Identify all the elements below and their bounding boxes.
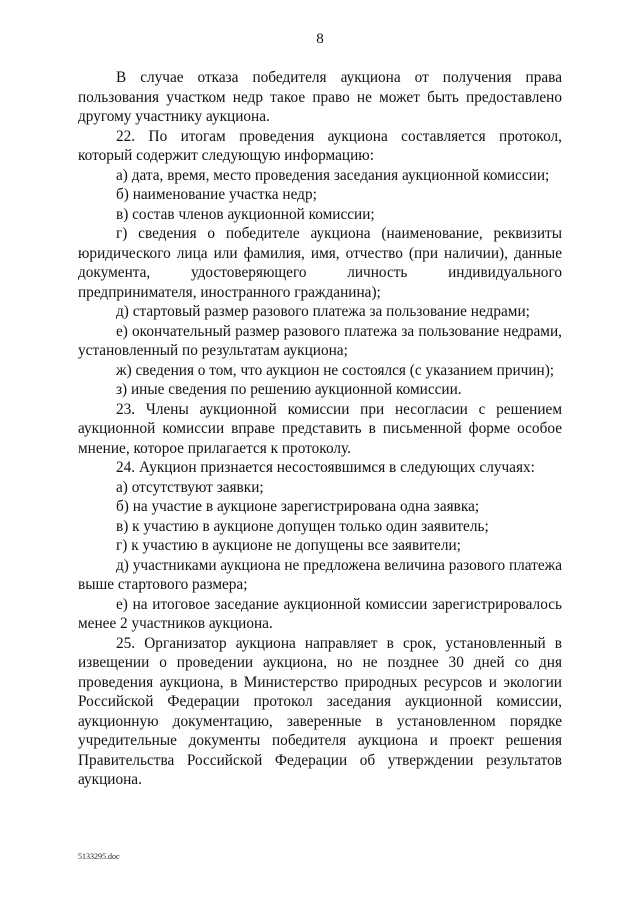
document-footer-label: 5133295.doc [78,852,120,861]
paragraph-item-22: 22. По итогам проведения аукциона составляется протокол, который содержит следующую информацию: [78,127,562,164]
paragraph-item-24: 24. Аукцион признается несостоявшимся в следующих случаях: [116,459,535,476]
list-item-24-b: б) на участие в аукционе зарегистрирована одна заявка; [116,498,480,515]
list-item-24-e: е) на итоговое заседание аукционной комиссии зарегистрировалось менее 2 участников аукциона. [78,595,562,632]
paragraph-refusal-clause: В случае отказа победителя аукциона от получения права пользования участком недр такое право не может быть предоставлено другому участнику аукциона. [78,69,562,125]
list-item-24-v: в) к участию в аукционе допущен только один заявитель; [116,517,489,535]
list-item-22-d: д) стартовый размер разового платежа за пользование недрами; [116,303,530,320]
list-item-22-b: б) наименование участка недр; [116,186,317,203]
list-item-22-g: г) сведения о победителе аукциона (наименование, реквизиты юридического лица или фамилия, имя, отчество (при наличии), данные документа, удостоверяющего личность индивидуального предпринимателя, иностранного гражданина); [78,225,562,301]
paragraph-item-23: 23. Члены аукционной комиссии при несогласии с решением аукционной комиссии вправе представить в письменной форме особое мнение, которое прилагается к протоколу. [78,400,562,457]
list-item-24-g: г) к участию в аукционе не допущены все заявители; [116,537,461,554]
list-item-22-z: з) иные сведения по решению аукционной комиссии. [116,381,462,398]
list-item-22-zh: ж) сведения о том, что аукцион не состоялся (с указанием причин); [116,361,555,379]
list-item-22-e: е) окончательный размер разового платежа за пользование недрами, установленный по результатам аукциона; [78,322,562,359]
paragraph-item-25: 25. Организатор аукциона направляет в срок, установленный в извещении о проведении аукциона, но не позднее 30 дней со дня проведения аукциона, в Министерство природных ресурсов и экологии Российской Федерации протокол заседания аукционной комиссии, аукционную документацию, заверенные в установленном порядке учредительные документы победителя аукциона и проект решения Правительства Российской Федерации об утверждении результатов аукциона. [78,634,562,788]
document-body [78,68,562,790]
list-item-22-v: в) состав членов аукционной комиссии; [116,205,375,223]
page-number: 8 [316,31,324,47]
list-item-24-a: а) отсутствуют заявки; [116,478,264,496]
list-item-22-a: а) дата, время, место проведения заседания аукционной комиссии; [116,166,550,184]
list-item-24-d: д) участниками аукциона не предложена величина разового платежа выше стартового размера; [78,556,562,593]
